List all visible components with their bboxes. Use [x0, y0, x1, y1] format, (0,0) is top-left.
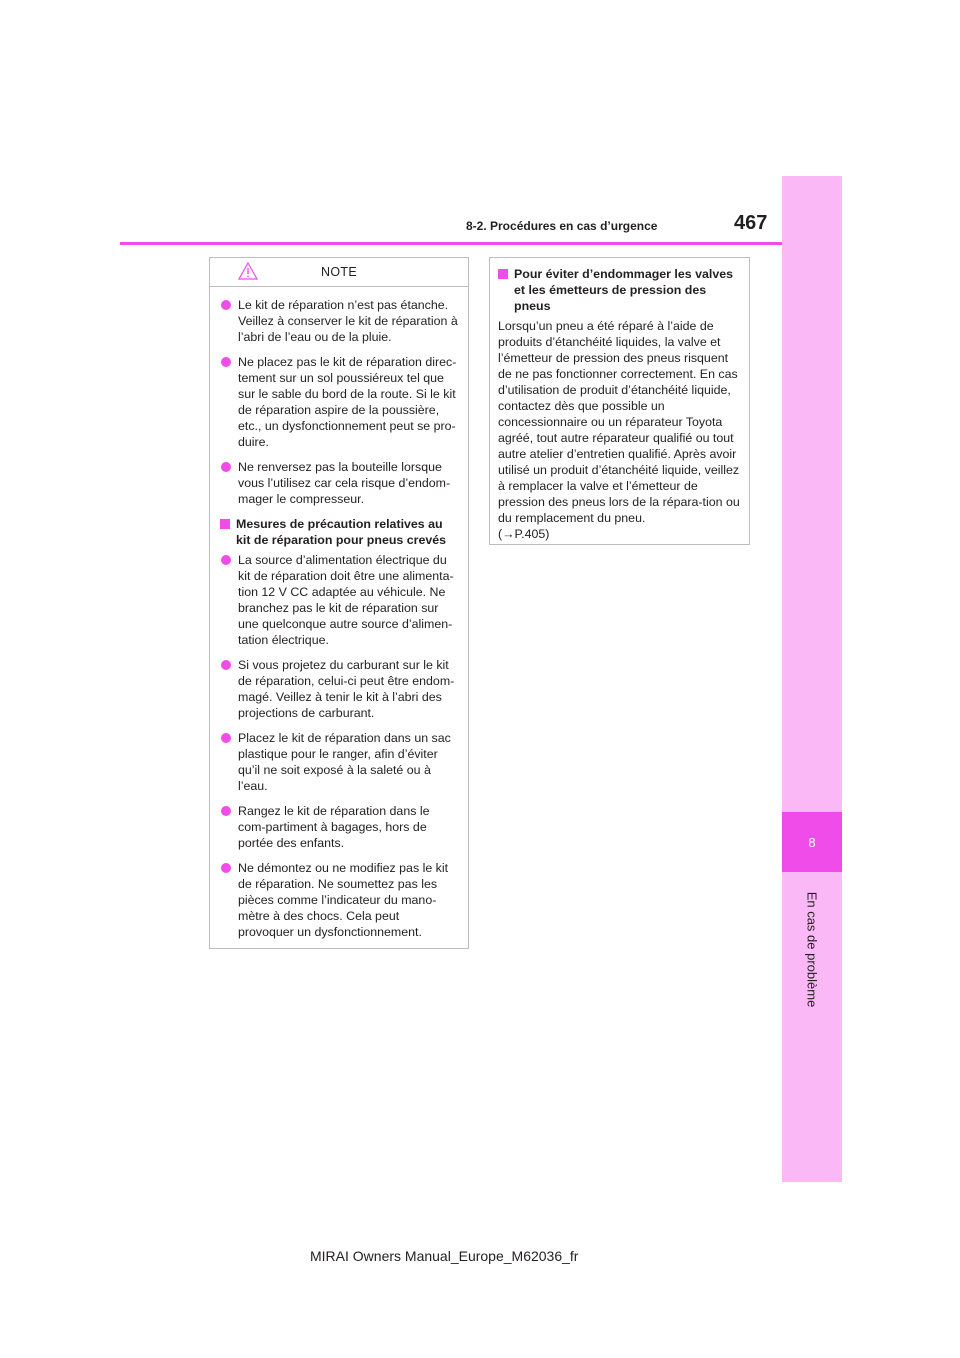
chapter-label	[782, 884, 842, 1014]
page-number: 467	[734, 212, 768, 234]
page-reference-link[interactable]: (→P.405)	[498, 527, 550, 541]
list-item: Ne renversez pas la bouteille lorsque vous l’utilisez car cela risque d’endom-mager le compresseur.	[220, 459, 458, 507]
note-header	[220, 258, 458, 287]
info-box	[489, 257, 750, 545]
bullet-icon	[221, 806, 231, 816]
chapter-label-text: En cas de problème	[804, 891, 820, 1007]
list-item: Ne placez pas le kit de réparation direc-tement sur un sol poussiéreux tel que sur le sable du bord de la route. Si le kit de réparation aspire de la poussière, etc., un dysfonctionnement peut se pro-duire.	[220, 354, 458, 450]
bullet-icon	[221, 462, 231, 472]
bullet-icon	[221, 300, 231, 310]
list-item: Placez le kit de réparation dans un sac plastique pour le ranger, afin d’éviter qu’il ne soit exposé à la saleté ou à l’eau.	[220, 730, 458, 794]
list-item: Le kit de réparation n’est pas étanche. Veillez à conserver le kit de réparation à l’abri de l’eau ou de la pluie.	[220, 297, 458, 345]
list-item: Ne démontez ou ne modifiez pas le kit de réparation. Ne soumettez pas les pièces comme l’indicateur du mano-mètre à des chocs. Cela peut provoquer un dysfonctionnement.	[220, 860, 458, 940]
bullet-icon	[221, 555, 231, 565]
chapter-side-tab	[782, 176, 842, 1182]
square-bullet-icon	[220, 519, 230, 529]
subsection-heading: Mesures de précaution relatives au kit de réparation pour pneus crevés	[220, 516, 458, 548]
bullet-icon	[221, 863, 231, 873]
note-items	[220, 297, 458, 940]
note-label: NOTE	[321, 265, 357, 279]
bullet-icon	[221, 357, 231, 367]
list-item: Si vous projetez du carburant sur le kit de réparation, celui-ci peut être endom-magé. Veillez à tenir le kit à l’abri des projections de carburant.	[220, 657, 458, 721]
info-heading: Pour éviter d’endommager les valves et les émetteurs de pression des pneus	[498, 266, 741, 314]
bullet-icon	[221, 733, 231, 743]
warning-triangle-icon	[238, 262, 258, 280]
bullet-icon	[221, 660, 231, 670]
section-title: 8-2. Procédures en cas d’urgence	[466, 219, 658, 233]
header-divider	[120, 242, 782, 245]
list-item: Rangez le kit de réparation dans le com-partiment à bagages, hors de portée des enfants.	[220, 803, 458, 851]
list-item: La source d’alimentation électrique du kit de réparation doit être une alimenta-tion 12 V CC adaptée au véhicule. Ne branchez pas le kit de réparation sur une quelconque autre source d’alimen-tation électrique.	[220, 552, 458, 648]
square-bullet-icon	[498, 269, 508, 279]
info-body: Lorsqu’un pneu a été réparé à l’aide de produits d’étanchéité liquides, la valve et l’émetteur de pression des pneus risquent de ne pas fonctionner correctement. En cas d’utilisation de produit d’étanchéité liquide, contactez dès que possible un concessionnaire ou un réparateur Toyota agréé, tout autre réparateur qualifié ou tout autre atelier d’entretien qualifié. Après avoir utilisé un produit d’étanchéité liquide, veillez à remplacer la valve et l’émetteur de pression des pneus lors de la répara-tion ou du remplacement du pneu. (→P.405)	[498, 319, 740, 541]
footer-manual-id: MIRAI Owners Manual_Europe_M62036_fr	[310, 1248, 579, 1264]
chapter-number: 8	[782, 812, 842, 872]
note-box	[209, 257, 469, 949]
